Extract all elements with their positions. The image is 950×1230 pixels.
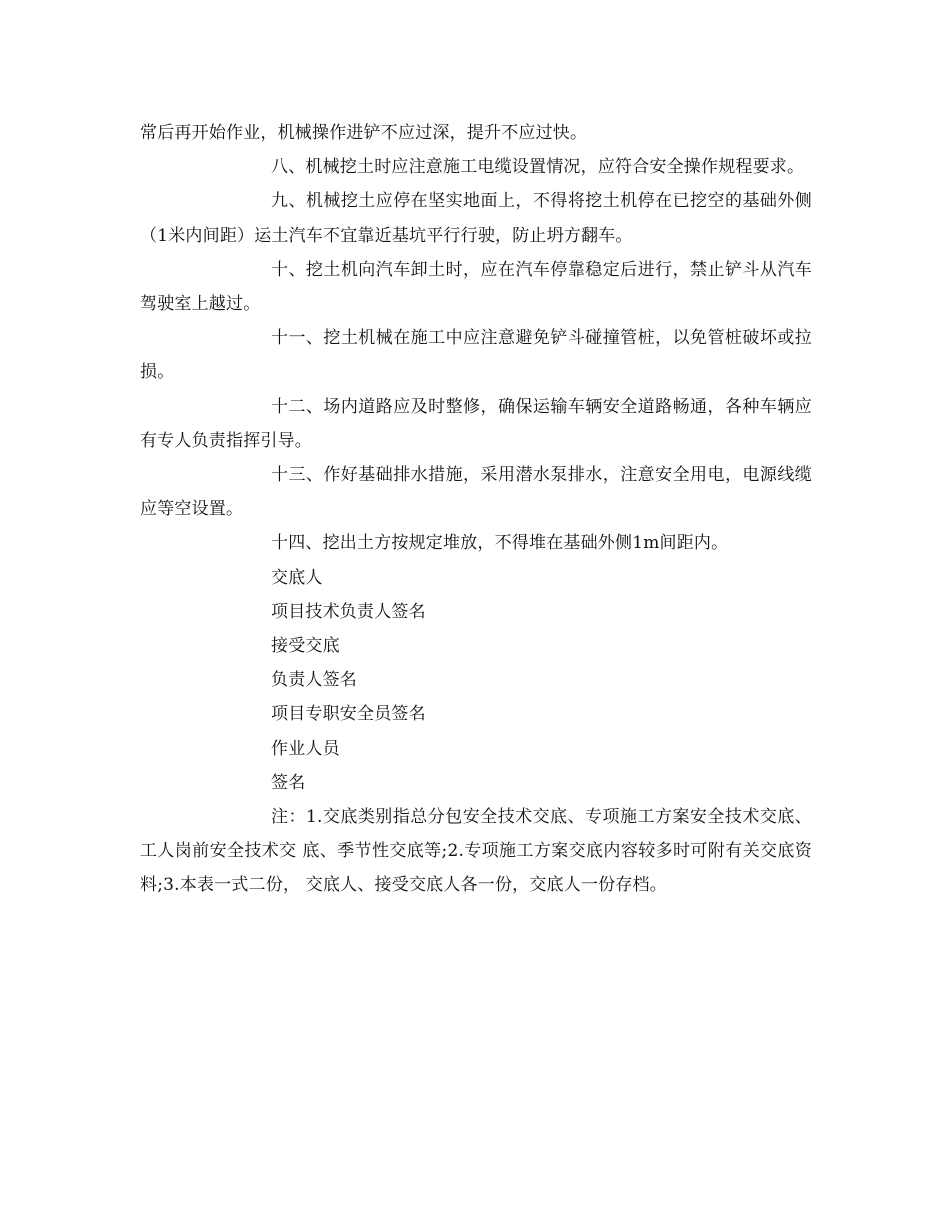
signature-label-recipient: 接受交底 <box>271 636 340 657</box>
signature-label-presenter: 交底人 <box>271 567 323 588</box>
signature-label-workers: 作业人员 <box>271 738 340 759</box>
signature-label-safety-officer: 项目专职安全员签名 <box>271 704 426 725</box>
paragraph-item-8: 八、机械挖土时应注意施工电缆设置情况，应符合安全操作规程要求。 <box>271 157 805 178</box>
paragraph-item-10: 十、挖土机向汽车卸土时，应在汽车停靠稳定后进行，禁止铲斗从汽车驾驶室上越过。 <box>140 259 812 315</box>
paragraph-item-13: 十三、作好基础排水措施，采用潜水泵排水，注意安全用电，电源线缆应等空设置。 <box>140 465 812 520</box>
document-body <box>140 116 812 903</box>
paragraph-continuation: 常后再开始作业，机械操作进铲不应过深，提升不应过快。 <box>140 123 588 143</box>
paragraph-item-9: 九、机械挖土应停在坚实地面上，不得将挖土机停在已挖空的基础外侧（1米内间距）运土汽车不宜靠近基坑平行行驶，防止坍方翻车。 <box>140 191 812 246</box>
signature-label-responsible: 负责人签名 <box>271 670 357 691</box>
paragraph-item-12: 十二、场内道路应及时整修，确保运输车辆安全道路畅通，各种车辆应有专人负责指挥引导。 <box>140 396 812 451</box>
paragraph-item-11: 十一、挖土机械在施工中应注意避免铲斗碰撞管桩，以免管桩破坏或拉损。 <box>140 328 812 383</box>
paragraph-item-14: 十四、挖出土方按规定堆放，不得堆在基础外侧1m间距内。 <box>271 533 729 554</box>
signature-label-sign: 签名 <box>271 772 306 793</box>
footnote: 注：1.交底类别指总分包安全技术交底、专项施工方案安全技术交底、工人岗前安全技术交 底、季节性交底等;2.专项施工方案交底内容较多时可附有关交底资料;3.本表一式二份， 交底人、接受交底人各一份，交底人一份存档。 <box>140 807 812 896</box>
signature-label-tech-lead: 项目技术负责人签名 <box>271 601 426 622</box>
